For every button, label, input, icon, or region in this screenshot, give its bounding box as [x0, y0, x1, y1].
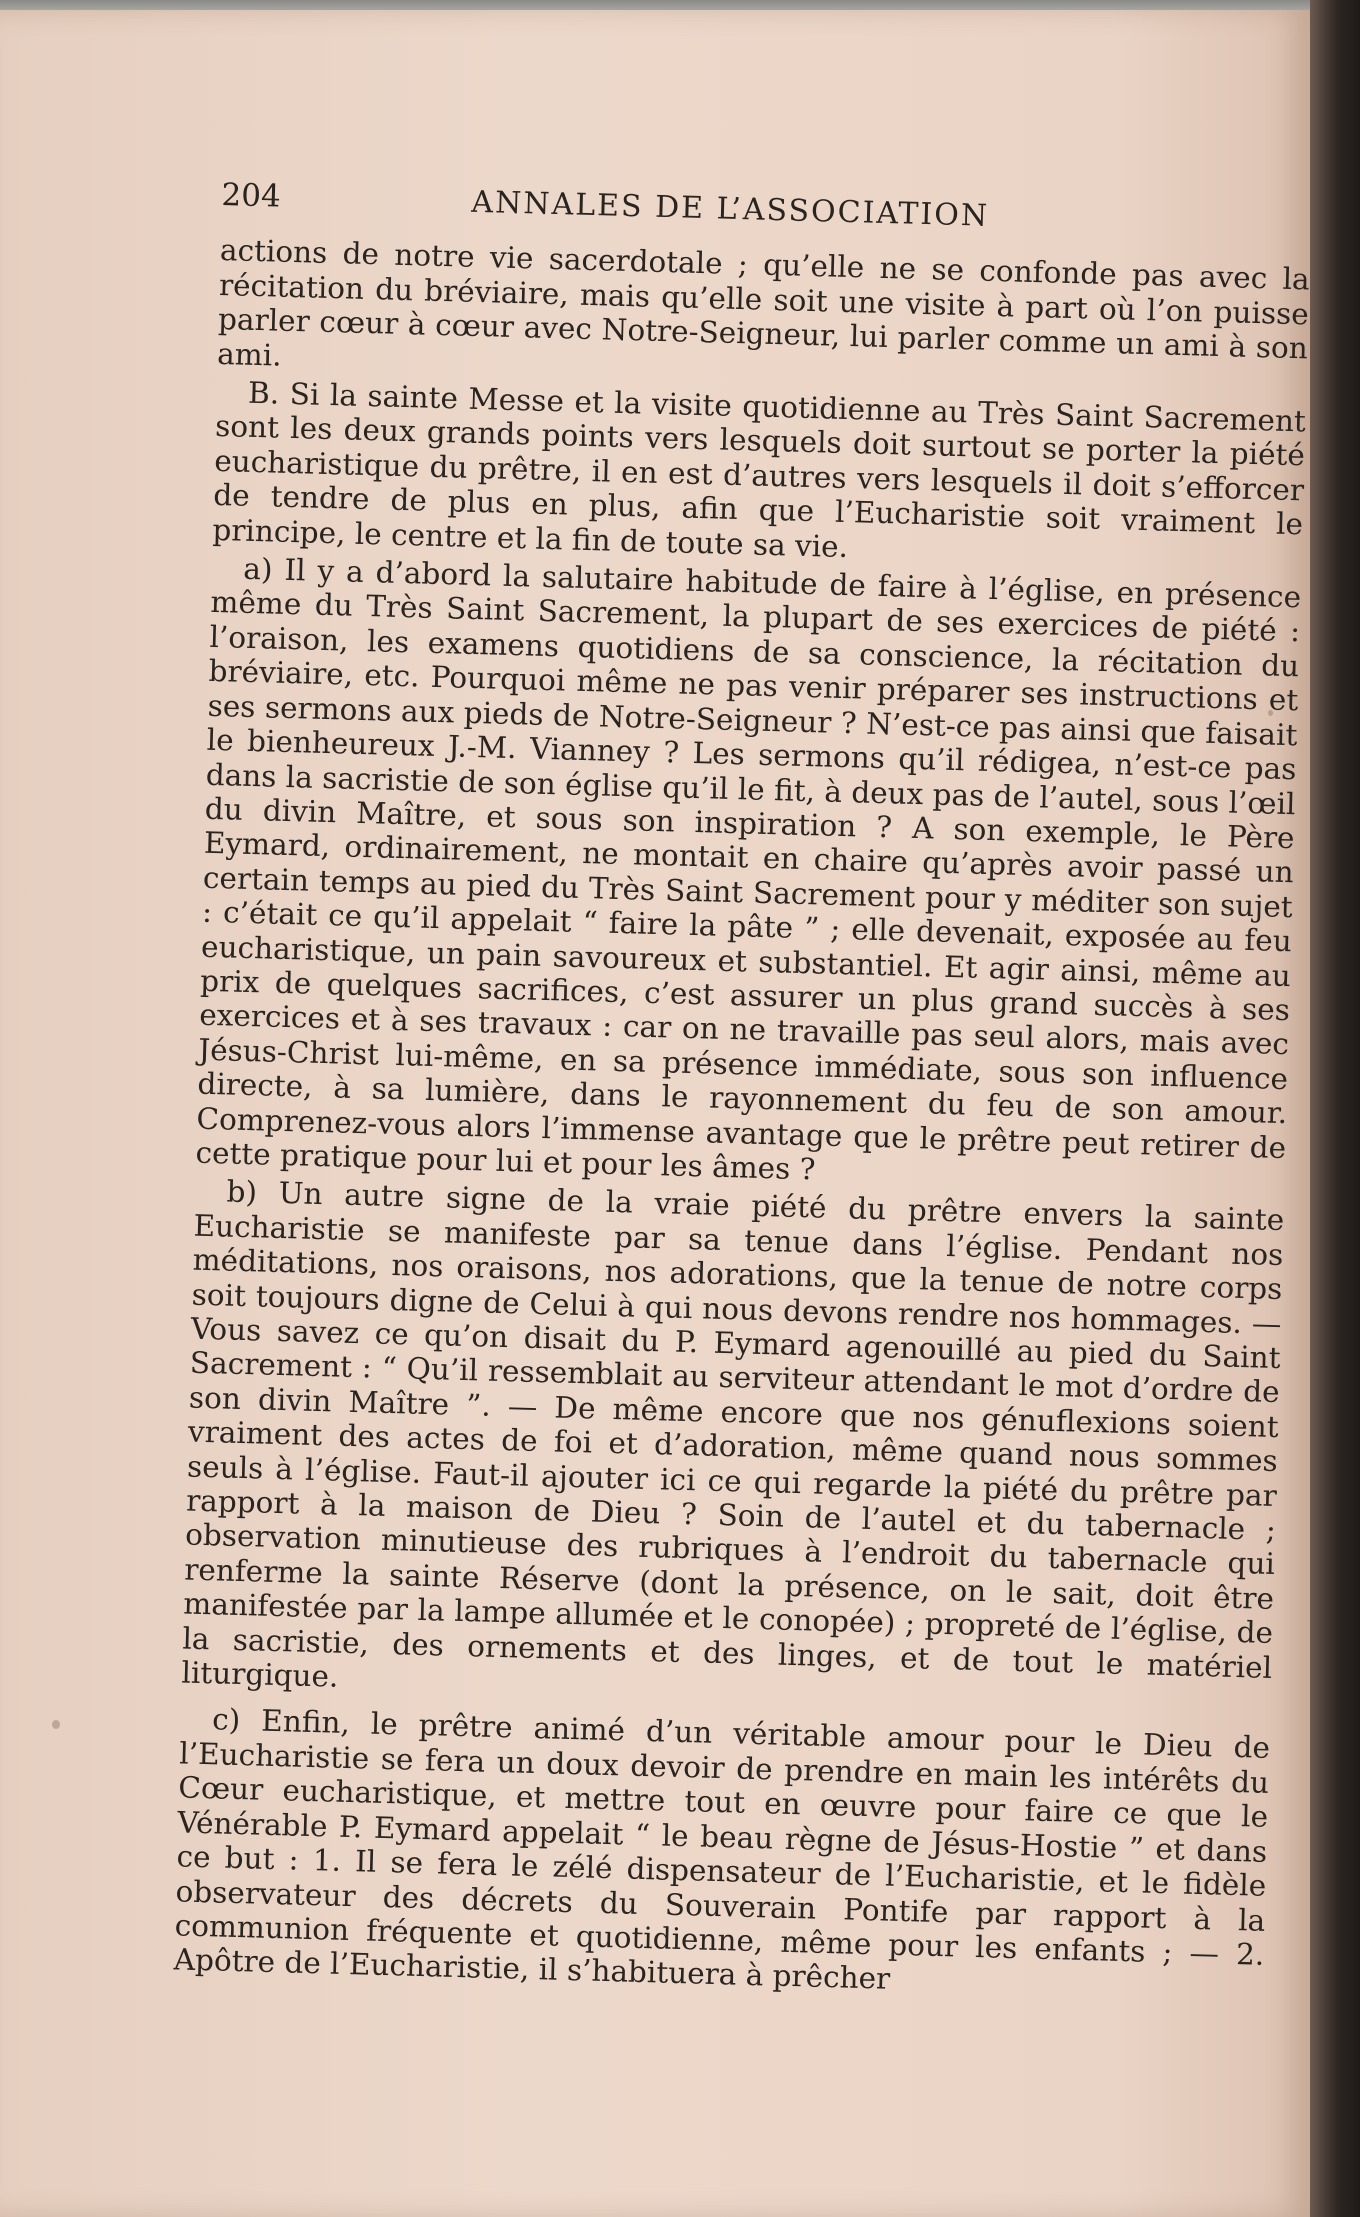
paragraph-point-b: b) Un autre signe de la vraie piété du prêtre envers la sainte Eucharistie se manifeste par sa tenue dans l’église. Pendant nos méditations, nos oraisons, nos adorations, que la tenue de notre corps soit toujours digne de Celui à qui nous devons rendre nos hommages. — Vous savez ce qu’on disait du P. Eymard agenouillé au pied du Saint Sacrement : “ Qu’il ressemblait au serviteur attendant le mot d’ordre de son divin Maître ”. — De même encore que nos génuflexions soient vraiment des actes de foi et d’adoration, même quand nous sommes seuls à l’église. Faut-il ajouter ici ce qui regarde la piété du prêtre par rapport à la maison de Dieu ? Soin de l’autel et du tabernacle ; observation minutieuse des rubriques à l’endroit du tabernacle qui renferme la sainte Réserve (dont la présence, on le sait, doit être manifestée par la lampe allumée et le conopée) ; propreté de l’église, de la sacristie, des ornements et des linges, et de tout le matériel liturgique.: [181, 1174, 1285, 1694]
paragraph-point-a: a) Il y a d’abord la salutaire habitude de faire à l’église, en présence même du Très Saint Sacrement, la plupart de ses exercices de piété : l’oraison, les examens quotidiens de sa conscience, la récitation du bréviaire, etc. Pourquoi même ne pas venir préparer ses instructions et ses sermons aux pieds de Notre-Seigneur ? N’est-ce pas ainsi que faisait le bienheureux J.-M. Vianney ? Les sermons qu’il rédigea, n’est-ce pas dans la sacristie de son église qu’il le fit, à deux pas de l’autel, sous l’œil du divin Maître, et sous son inspiration ? A son exemple, le Père Eymard, ordinairement, ne montait en chaire qu’après avoir passé un certain temps au pied du Très Saint Sacrement pour y méditer son sujet : c’était ce qu’il appelait “ faire la pâte ” ; elle devenait, exposée au feu eucharistique, un pain savoureux et substantiel. Et agir ainsi, même au prix de quelques sacrifices, c’est assurer un plus grand succès à ses exercices et à ses travaux : car on ne travaille pas seul alors, mais avec Jésus-Christ lui-même, en sa présence immédiate, sous son influence directe, à sa lumière, dans le rayonnement du feu de son amour. Comprenez-vous alors l’immense avantage que le prêtre peut retirer de cette pratique pour lui et pour les âmes ?: [195, 551, 1302, 1187]
running-head: [221, 178, 1310, 243]
page-number: 204: [221, 177, 282, 215]
paragraph-continuation: actions de notre vie sacerdotale ; qu’elle ne se confonde pas avec la récitation du bréviaire, mais qu’elle soit une visite à part où l’on puisse parler cœur à cœur avec Notre-Seigneur, lui parler comme un ami à son ami.: [216, 233, 1310, 373]
paragraph-point-c: c) Enfin, le prêtre animé d’un véritable amour pour le Dieu de l’Eucharistie se fera un doux devoir de prendre en main les intérêts du Cœur eucharistique, et mettre tout en œuvre pour faire ce que le Vénérable P. Eymard appelait “ le beau règne de Jésus-Hostie ” et dans ce but : 1. Il se fera le zélé dispensateur de l’Eucharistie, et le fidèle observateur des décrets du Souverain Pontife par rapport à la communion fréquente et quotidienne, même pour les enfants ; — 2. Apôtre de l’Eucharistie, il s’habituera à prêcher: [173, 1702, 1271, 1997]
book-spine-shadow: [1310, 0, 1360, 2217]
page-text-block: [173, 178, 1310, 2019]
paper-spot: [52, 1720, 60, 1729]
paragraph-section-b: B. Si la sainte Messe et la visite quotidienne au Très Saint Sacrement sont les deux grands points vers lesquels doit surtout se porter la piété eucharistique du prêtre, il en est d’autres vers lesquels il doit s’efforcer de tendre de plus en plus, afin que l’Eucharistie soit vraiment le principe, le centre et la fin de toute sa vie.: [212, 375, 1307, 564]
book-page: [0, 10, 1310, 2217]
running-title: ANNALES DE L’ASSOCIATION: [470, 184, 990, 234]
